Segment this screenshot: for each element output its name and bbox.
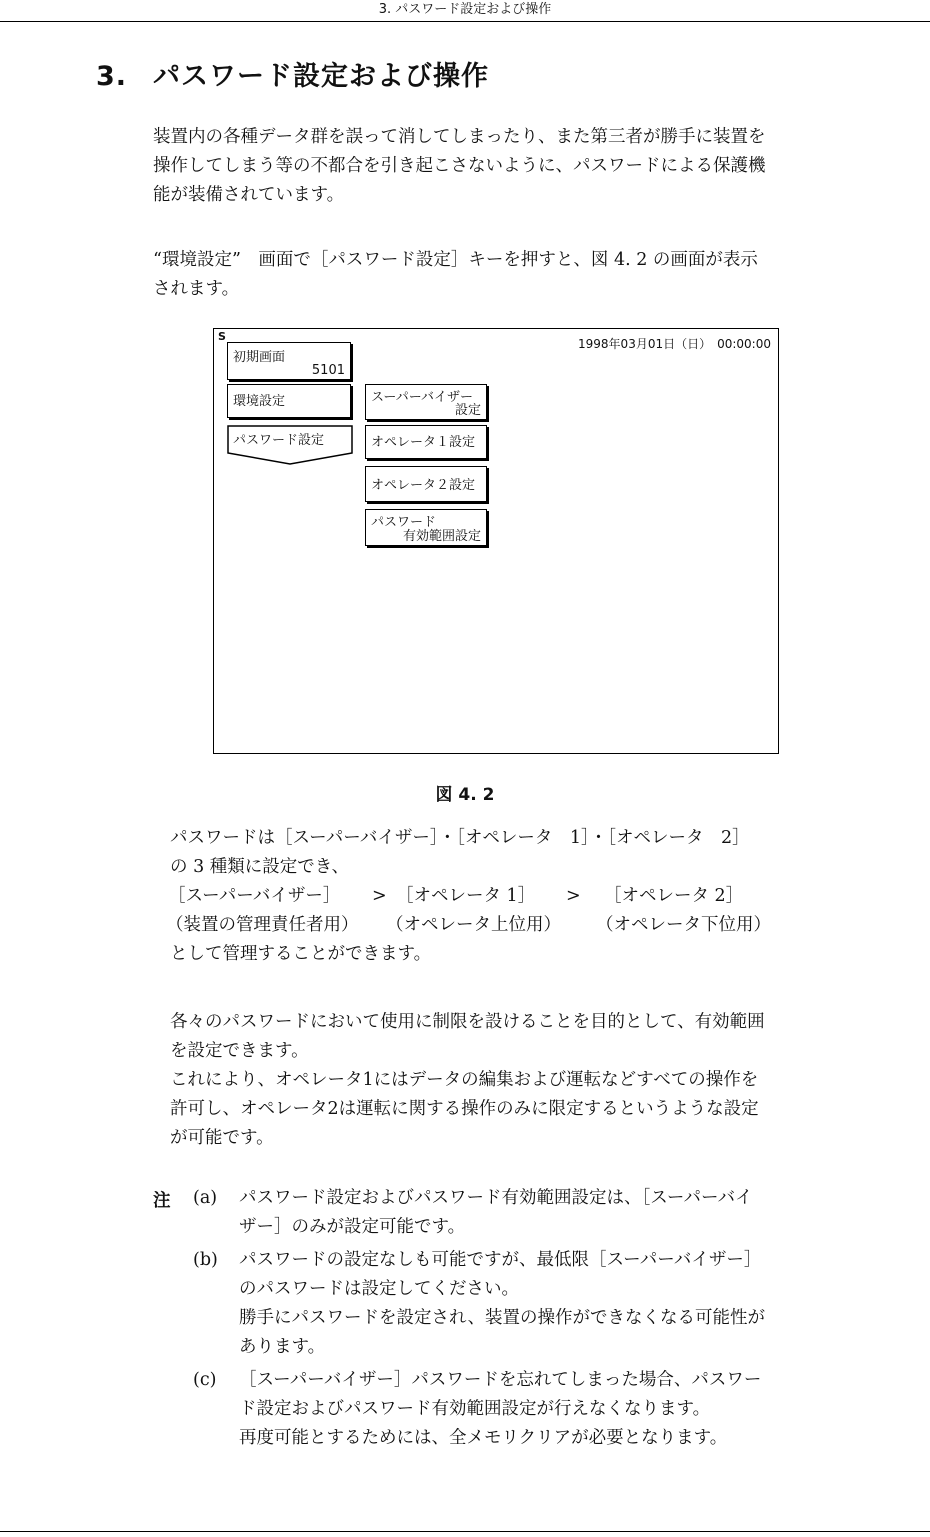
footer-rule bbox=[0, 1531, 930, 1532]
instruction-line: “環境設定” 画面で［パスワード設定］キーを押すと、図 4. 2 の画面が表示 bbox=[153, 250, 758, 270]
operator2-settings-label: オペレータ２設定 bbox=[371, 478, 476, 493]
range-line: これにより、オペレータ1にはデータの編集および運転などすべての操作を bbox=[170, 1070, 759, 1090]
initial-screen-label: 初期画面 bbox=[233, 350, 286, 365]
role-operator2: （オペレータ下位用） bbox=[596, 915, 771, 935]
instruction-paragraph bbox=[153, 246, 758, 304]
password-settings-key[interactable] bbox=[227, 425, 353, 465]
rank-greater-than: > bbox=[566, 886, 581, 906]
screen-code: 5101 bbox=[311, 363, 345, 378]
note-line: ザー］のみが設定可能です。 bbox=[239, 1217, 466, 1237]
screen-mark: S bbox=[218, 330, 226, 343]
notes-label: 注 bbox=[153, 1191, 171, 1211]
operator2-settings-key[interactable] bbox=[365, 466, 487, 502]
figure-caption: 図 4. 2 bbox=[435, 785, 495, 805]
rank-operator1: ［オペレータ 1］ bbox=[396, 886, 536, 906]
environment-settings-label: 環境設定 bbox=[233, 394, 286, 409]
intro-line: 操作してしまう等の不都合を引き起こさないように、パスワードによる保護機 bbox=[153, 156, 766, 176]
range-line: 各々のパスワードにおいて使用に制限を設けることを目的として、有効範囲 bbox=[170, 1012, 765, 1032]
supervisor-settings-key[interactable] bbox=[365, 384, 487, 420]
intro-paragraph bbox=[153, 123, 766, 210]
supervisor-label: スーパーバイザー bbox=[371, 390, 474, 405]
role-operator1: （オペレータ上位用） bbox=[386, 915, 561, 935]
operator1-settings-label: オペレータ１設定 bbox=[371, 435, 476, 450]
password-range-settings-key[interactable] bbox=[365, 509, 487, 546]
note-line: パスワードの設定なしも可能ですが、最低限［スーパーバイザー］ bbox=[239, 1250, 762, 1270]
note-line: パスワード設定およびパスワード有効範囲設定は、［スーパーバイ bbox=[239, 1188, 753, 1208]
levels-line: の 3 種類に設定でき、 bbox=[170, 857, 350, 877]
note-c-mark: (c) bbox=[193, 1370, 217, 1390]
note-line: ［スーパーバイザー］パスワードを忘れてしまった場合、パスワー bbox=[239, 1370, 762, 1390]
instruction-line: されます。 bbox=[153, 279, 240, 299]
note-b bbox=[239, 1246, 765, 1362]
range-line: が可能です。 bbox=[170, 1128, 274, 1148]
rank-supervisor: ［スーパーバイザー］ bbox=[168, 886, 341, 906]
note-line: あります。 bbox=[239, 1337, 326, 1357]
note-a bbox=[239, 1184, 753, 1242]
intro-line: 能が装備されています。 bbox=[153, 185, 345, 205]
screen-datetime: 1998年03月01日（日） 00:00:00 bbox=[578, 337, 771, 351]
levels-conclusion: として管理することができます。 bbox=[170, 944, 432, 964]
password-settings-label: パスワード設定 bbox=[233, 433, 325, 448]
note-line: のパスワードは設定してください。 bbox=[239, 1279, 519, 1299]
levels-line: パスワードは［スーパーバイザー］・［オペレータ 1］・［オペレータ 2］ bbox=[170, 828, 750, 848]
running-header: 3. パスワード設定および操作 bbox=[0, 0, 930, 22]
intro-line: 装置内の各種データ群を誤って消してしまったり、また第三者が勝手に装置を bbox=[153, 127, 766, 147]
rank-operator2: ［オペレータ 2］ bbox=[604, 886, 744, 906]
note-b-mark: (b) bbox=[193, 1250, 218, 1270]
note-line: 勝手にパスワードを設定され、装置の操作ができなくなる可能性が bbox=[239, 1308, 766, 1328]
password-screen-figure bbox=[213, 328, 779, 754]
section-title-text: パスワード設定および操作 bbox=[153, 61, 490, 92]
note-a-mark: (a) bbox=[193, 1188, 218, 1208]
section-number: 3. bbox=[96, 61, 128, 92]
initial-screen-key[interactable] bbox=[227, 342, 351, 380]
range-line: を設定できます。 bbox=[170, 1041, 309, 1061]
note-line: 再度可能とするためには、全メモリクリアが必要となります。 bbox=[239, 1428, 728, 1448]
role-supervisor: （装置の管理責任者用） bbox=[166, 915, 359, 935]
range-line: 許可し、オペレータ2は運転に関する操作のみに限定するというような設定 bbox=[170, 1099, 759, 1119]
environment-settings-key[interactable] bbox=[227, 384, 351, 418]
range-paragraph bbox=[170, 1008, 765, 1153]
password-range-label: パスワード bbox=[371, 515, 437, 530]
supervisor-settings-label: 設定 bbox=[454, 403, 481, 418]
operator1-settings-key[interactable] bbox=[365, 425, 487, 459]
note-c bbox=[239, 1366, 761, 1453]
note-line: ド設定およびパスワード有効範囲設定が行えなくなります。 bbox=[239, 1399, 711, 1419]
page-title bbox=[96, 54, 489, 93]
rank-greater-than: > bbox=[372, 886, 387, 906]
levels-paragraph bbox=[170, 824, 750, 882]
range-settings-label: 有効範囲設定 bbox=[402, 529, 481, 544]
